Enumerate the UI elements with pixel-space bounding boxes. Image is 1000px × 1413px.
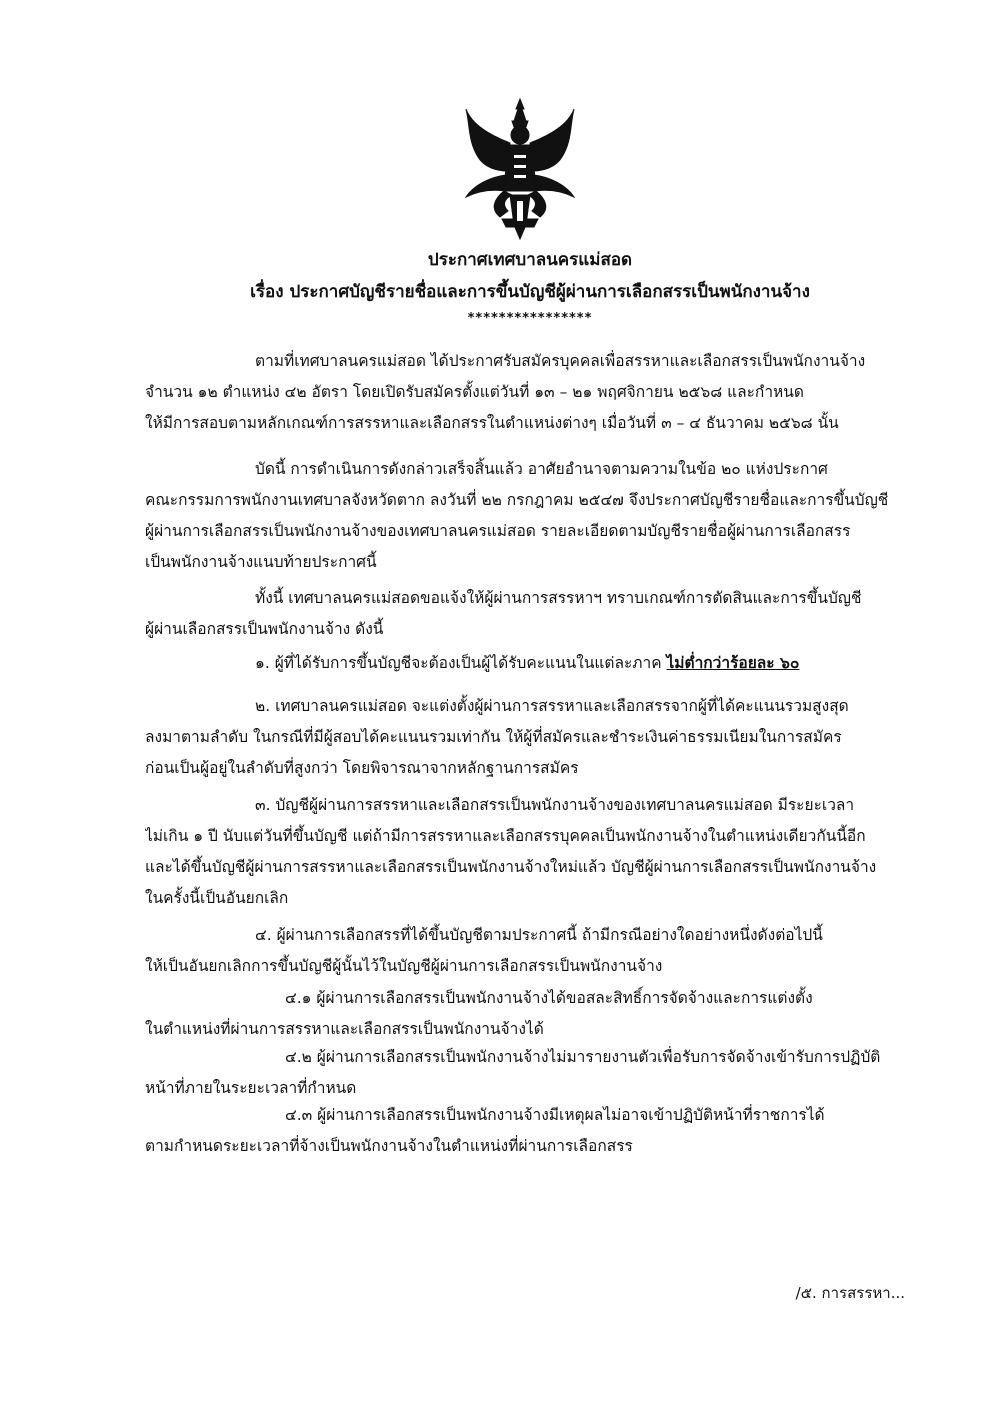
page-continuation: /๕. การสรรหา... bbox=[795, 1284, 905, 1302]
paragraph-line bbox=[145, 648, 910, 679]
paragraph-line: ทั้งนี้ เทศบาลนครแม่สอดขอแจ้งให้ผู้ผ่านการสรรหาฯ ทราบเกณฑ์การตัดสินและการขึ้นบัญชี bbox=[255, 589, 862, 607]
paragraph-line: ไม่เกิน ๑ ปี นับแต่วันที่ขึ้นบัญชี แต่ถ้ามีการสรรหาและเลือกสรรบุคคลเป็นพนักงานจ้างในตำแหน่งเดียวกันนี้อีก bbox=[145, 827, 866, 845]
paragraph-line: ๔. ผู้ผ่านการเลือกสรรที่ได้ขึ้นบัญชีตามประกาศนี้ ถ้ามีกรณีอย่างใดอย่างหนึ่งดังต่อไปนี้ bbox=[255, 926, 823, 944]
intro-paragraph bbox=[145, 346, 910, 439]
title-separator: **************** bbox=[467, 311, 593, 326]
document-title: ประกาศเทศบาลนครแม่สอด bbox=[427, 250, 633, 270]
item-1-emphasis: ไม่ต่ำกว่าร้อยละ ๖๐ bbox=[666, 654, 800, 672]
item-1-text: ๑. ผู้ที่ได้รับการขึ้นบัญชีจะต้องเป็นผู้ได้รับคะแนนในแต่ละภาค bbox=[255, 654, 667, 672]
garuda-emblem-icon bbox=[460, 95, 580, 243]
paragraph-line: ก่อนเป็นผู้อยู่ในลำดับที่สูงกว่า โดยพิจารณาจากหลักฐานการสมัคร bbox=[145, 759, 579, 777]
paragraph-line: ผู้ผ่านการเลือกสรรเป็นพนักงานจ้างของเทศบาลนครแม่สอด รายละเอียดตามบัญชีรายชื่อผู้ผ่านการเลือกสรร bbox=[145, 522, 851, 540]
paragraph-line: ๔.๒ ผู้ผ่านการเลือกสรรเป็นพนักงานจ้างไม่มารายงานตัวเพื่อรับการจัดจ้างเข้ารับการปฏิบัติ bbox=[285, 1048, 881, 1066]
paragraph-line: ผู้ผ่านเลือกสรรเป็นพนักงานจ้าง ดังนี้ bbox=[145, 620, 384, 638]
paragraph-line: ลงมาตามลำดับ ในกรณีที่มีผู้สอบได้คะแนนรวมเท่ากัน ให้ผู้ที่สมัครและชำระเงินค่าธรรมเนียมในการสมัคร bbox=[145, 728, 842, 746]
paragraph-line: ในครั้งนี้เป็นอันยกเลิก bbox=[145, 889, 289, 907]
criteria-item-4-3 bbox=[145, 1100, 910, 1162]
document-subject: เรื่อง ประกาศบัญชีรายชื่อและการขึ้นบัญชีผู้ผ่านการเลือกสรรเป็นพนักงานจ้าง bbox=[250, 282, 810, 302]
paragraph-line: คณะกรรมการพนักงานเทศบาลจังหวัดตาก ลงวันที่ ๒๒ กรกฎาคม ๒๕๔๗ จึงประกาศบัญชีรายชื่อและการขึ้นบัญชี bbox=[145, 491, 889, 509]
paragraph-line: ๓. บัญชีผู้ผ่านการสรรหาและเลือกสรรเป็นพนักงานจ้างของเทศบาลนครแม่สอด มีระยะเวลา bbox=[255, 796, 855, 814]
paragraph-line: ๔.๓ ผู้ผ่านการเลือกสรรเป็นพนักงานจ้างมีเหตุผลไม่อาจเข้าปฏิบัติหน้าที่ราชการได้ bbox=[285, 1106, 825, 1124]
paragraph-line: บัดนี้ การดำเนินการดังกล่าวเสร็จสิ้นแล้ว อาศัยอำนาจตามความในข้อ ๒๐ แห่งประกาศ bbox=[255, 460, 828, 478]
announcement-paragraph bbox=[145, 454, 910, 578]
criteria-item-2 bbox=[145, 691, 910, 784]
paragraph-line: ในตำแหน่งที่ผ่านการสรรหาและเลือกสรรเป็นพนักงานจ้างได้ bbox=[145, 1020, 544, 1038]
paragraph-line: จำนวน ๑๒ ตำแหน่ง ๔๒ อัตรา โดยเปิดรับสมัครตั้งแต่วันที่ ๑๓ – ๒๑ พฤศจิกายน ๒๕๖๘ และกำหนด bbox=[145, 383, 804, 401]
criteria-item-1 bbox=[145, 648, 910, 679]
paragraph-line: ตามที่เทศบาลนครแม่สอด ได้ประกาศรับสมัครบุคคลเพื่อสรรหาและเลือกสรรเป็นพนักงานจ้าง bbox=[255, 352, 866, 370]
paragraph-line: ให้เป็นอันยกเลิกการขึ้นบัญชีผู้นั้นไว้ในบัญชีผู้ผ่านการเลือกสรรเป็นพนักงานจ้าง bbox=[145, 957, 663, 975]
paragraph-line: หน้าที่ภายในระยะเวลาที่กำหนด bbox=[145, 1079, 357, 1097]
criteria-item-3 bbox=[145, 790, 910, 914]
criteria-item-4-1 bbox=[145, 983, 910, 1045]
paragraph-line: ตามกำหนดระยะเวลาที่จ้างเป็นพนักงานจ้างในตำแหน่งที่ผ่านการเลือกสรร bbox=[145, 1137, 633, 1155]
criteria-intro-paragraph bbox=[145, 583, 910, 645]
paragraph-line: และได้ขึ้นบัญชีผู้ผ่านการสรรหาและเลือกสรรเป็นพนักงานจ้างใหม่แล้ว บัญชีผู้ผ่านการเลือกสรรเป็นพนักงานจ้าง bbox=[145, 858, 877, 876]
criteria-item-4 bbox=[145, 920, 910, 982]
paragraph-line: เป็นพนักงานจ้างแนบท้ายประกาศนี้ bbox=[145, 553, 377, 571]
paragraph-line: ๒. เทศบาลนครแม่สอด จะแต่งตั้งผู้ผ่านการสรรหาและเลือกสรรจากผู้ที่ได้คะแนนรวมสูงสุด bbox=[255, 697, 849, 715]
paragraph-line: ให้มีการสอบตามหลักเกณฑ์การสรรหาและเลือกสรรในตำแหน่งต่างๆ เมื่อวันที่ ๓ – ๔ ธันวาคม ๒๕๖๘ นั้น bbox=[145, 414, 839, 432]
criteria-item-4-2 bbox=[145, 1042, 910, 1104]
paragraph-line: ๔.๑ ผู้ผ่านการเลือกสรรเป็นพนักงานจ้างได้ขอสละสิทธิ์การจัดจ้างและการแต่งตั้ง bbox=[285, 989, 813, 1007]
